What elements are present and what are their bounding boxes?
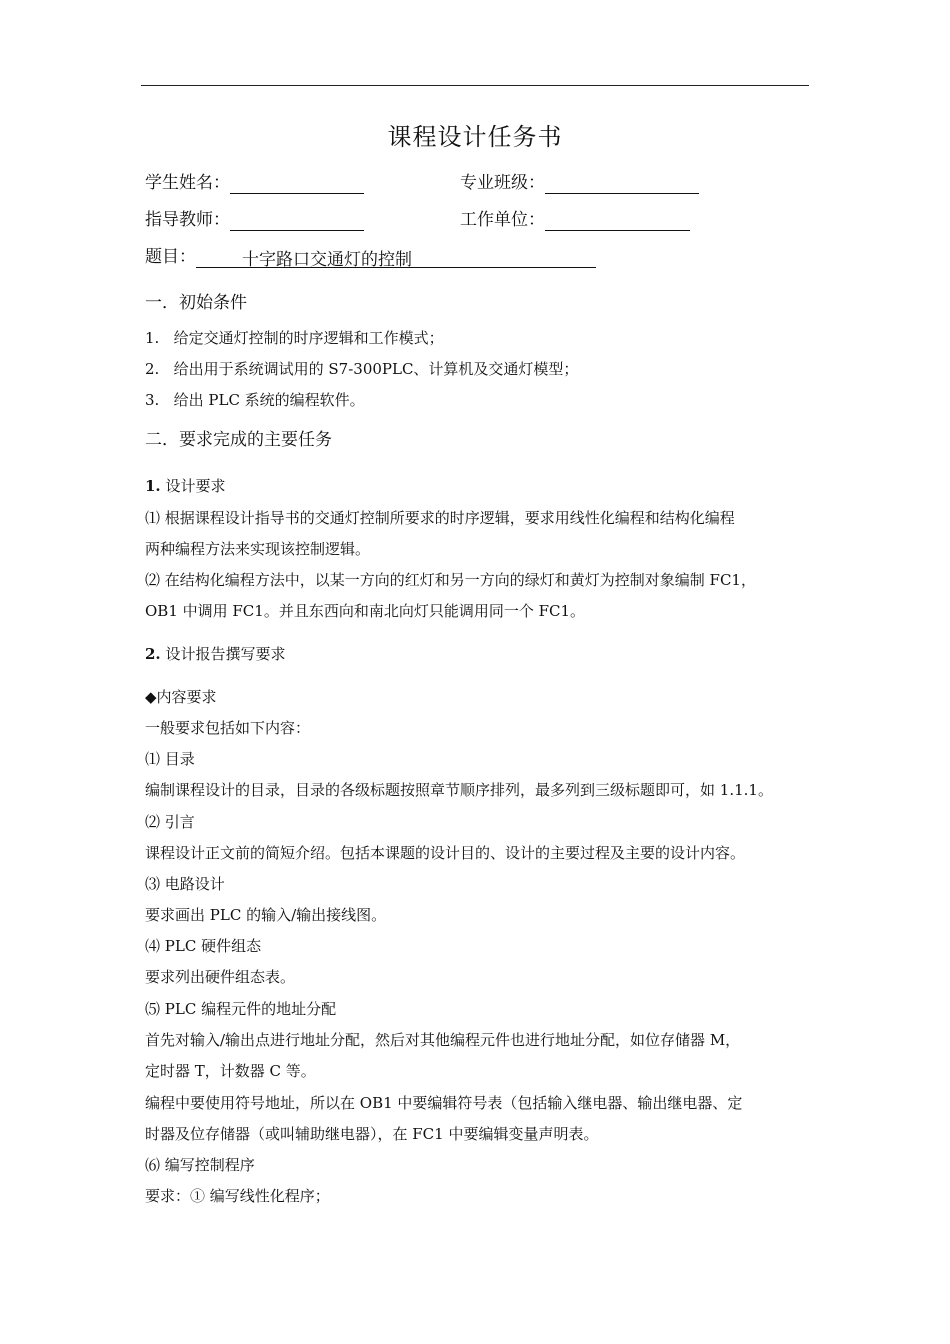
- program-heading: ⑹ 编写控制程序: [145, 1156, 255, 1174]
- advisor-label: 指导教师：: [145, 210, 230, 230]
- subsection-title: 设计报告撰写要求: [165, 645, 286, 663]
- address-heading: ⑸ PLC 编程元件的地址分配: [145, 1000, 337, 1018]
- address-text-3: 编程中要使用符号地址，所以在 OB1 中要编辑符号表（包括输入继电器、输出继电器、定: [145, 1094, 743, 1112]
- subsection-number: 1.: [145, 477, 161, 495]
- section1-heading: 一．初始条件: [145, 293, 247, 313]
- section2-heading: 二．要求完成的主要任务: [145, 430, 332, 450]
- subsection-design-requirements: [145, 476, 225, 496]
- condition-item-3: 3. 给出 PLC 系统的编程软件。: [145, 391, 365, 409]
- condition-item-2: 2. 给出用于系统调试用的 S7-300PLC、计算机及交通灯模型；: [145, 360, 579, 378]
- student-name-blank: [230, 174, 364, 194]
- major-class-label: 专业班级：: [460, 173, 545, 193]
- content-requirements-heading: ◆内容要求: [145, 688, 217, 706]
- circuit-text: 要求画出 PLC 的输入/输出接线图。: [145, 906, 387, 924]
- circuit-heading: ⑶ 电路设计: [145, 875, 225, 893]
- address-text-4: 时器及位存储器（或叫辅助继电器），在 FC1 中要编辑变量声明表。: [145, 1125, 599, 1143]
- work-unit-field: [460, 209, 690, 231]
- toc-text: 编制课程设计的目录，目录的各级标题按照章节顺序排列，最多列到三级标题即可，如 1.1.1。: [145, 781, 773, 799]
- intro-heading: ⑵ 引言: [145, 813, 195, 831]
- work-unit-blank: [545, 211, 690, 231]
- intro-text: 课程设计正文前的简短介绍。包括本课题的设计目的、设计的主要过程及主要的设计内容。: [145, 844, 746, 862]
- hardware-heading: ⑷ PLC 硬件组态: [145, 937, 262, 955]
- major-class-blank: [545, 174, 699, 194]
- major-class-field: [460, 172, 699, 194]
- topic-label: 题目：: [145, 247, 196, 267]
- subsection-number: 2.: [145, 645, 161, 663]
- work-unit-label: 工作单位：: [460, 210, 545, 230]
- advisor-field: [145, 209, 364, 231]
- student-name-label: 学生姓名：: [145, 173, 230, 193]
- hardware-text: 要求列出硬件组态表。: [145, 968, 296, 986]
- requirement-2-line-2: OB1 中调用 FC1。并且东西向和南北向灯只能调用同一个 FC1。: [145, 602, 586, 620]
- requirement-2-line-1: ⑵ 在结构化编程方法中，以某一方向的红灯和另一方向的绿灯和黄灯为控制对象编制 FC1，: [145, 571, 756, 589]
- subsection-report-requirements: [145, 644, 285, 664]
- general-requirements: 一般要求包括如下内容：: [145, 719, 311, 737]
- header-rule: [141, 85, 809, 86]
- requirement-1-line-1: ⑴ 根据课程设计指导书的交通灯控制所要求的时序逻辑，要求用线性化编程和结构化编程: [145, 509, 735, 527]
- program-text: 要求：① 编写线性化程序；: [145, 1187, 330, 1205]
- requirement-1-line-2: 两种编程方法来实现该控制逻辑。: [145, 540, 371, 558]
- topic-value: 十字路口交通灯的控制: [196, 249, 596, 268]
- toc-heading: ⑴ 目录: [145, 750, 195, 768]
- address-text-2: 定时器 T，计数器 C 等。: [145, 1062, 316, 1080]
- address-text-1: 首先对输入/输出点进行地址分配，然后对其他编程元件也进行地址分配，如位存储器 M，: [145, 1031, 741, 1049]
- advisor-blank: [230, 211, 364, 231]
- subsection-title: 设计要求: [165, 477, 226, 495]
- student-name-field: [145, 172, 364, 194]
- condition-item-1: 1. 给定交通灯控制的时序逻辑和工作模式；: [145, 329, 444, 347]
- topic-field: [145, 246, 596, 268]
- document-title: 课程设计任务书: [387, 123, 563, 151]
